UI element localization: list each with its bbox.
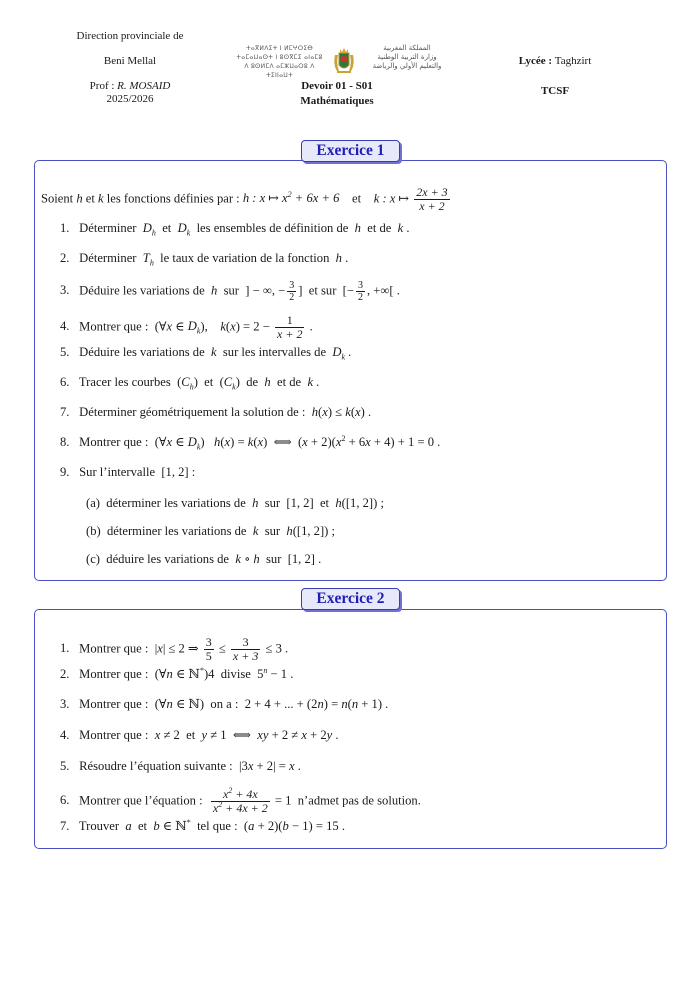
ex1-item-1: 1. Déterminer $D_h$ et $D_k$ les ensembles de définition de h et de k .: [60, 221, 410, 238]
k-numerator: 2x + 3: [416, 185, 448, 199]
exercise-1-title: Exercice 1: [301, 140, 400, 162]
ex2-item-5: 5. Résoudre l’équation suivante : |3x + 2| = x .: [60, 759, 301, 773]
k-denominator: x + 2: [419, 199, 445, 213]
ex1-subitem-c: (c) déduire les variations de k ∘ h sur [1, 2] .: [86, 552, 322, 566]
ex2-item-2: 2. Montrer que : (∀n ∈ ℕ*)4 divise $5^n - 1$ .: [60, 665, 294, 681]
var-k: k: [98, 191, 104, 206]
school-year: 2025/2026: [106, 93, 154, 105]
ex1-subitem-a: (a) déterminer les variations de h sur [1, 2] et h([1, 2]) ;: [86, 496, 384, 510]
arabic-text: [362, 44, 452, 71]
ex1-item-6: 6. Tracer les courbes $(C_h)$ et $(C_k)$ de h et de k .: [60, 375, 320, 392]
intro-text: et: [82, 191, 99, 206]
intro-text: Soient: [41, 191, 77, 206]
tifinagh-line: ⴷ ⵓⵙⵍⵎⴷ ⴰⵎⵣⵡⴰⵔⵓ ⴷ ⵜⵉⵏⵏⴰⵡⵜ: [244, 63, 315, 79]
class-name: TCSF: [540, 85, 570, 97]
k-def: k : x ↦: [373, 191, 413, 206]
exam-subject: Mathématiques: [300, 95, 374, 107]
header-right: [490, 55, 620, 97]
tifinagh-text: [232, 44, 327, 80]
exercise-2-title: Exercice 2: [301, 588, 400, 610]
moroccan-emblem-icon: [331, 45, 357, 75]
prof-label: Prof :: [89, 80, 118, 92]
ex2-item-1: 1. Montrer que : |x| ≤ 2 ⇒ $\frac{3}{5}$ ≤ $\frac{3}{x + 3}$ ≤ 3 .: [60, 635, 289, 663]
intro-text: les fonctions définies par :: [103, 191, 243, 206]
k-fraction: [414, 186, 449, 213]
ex2-item-4: 4. Montrer que : x ≠ 2 et y ≠ 1 ⟺ xy + 2 ≠ x + 2y .: [60, 728, 339, 742]
var-h: h: [76, 191, 83, 206]
ex1-item-3: 3. Déduire les variations de h sur ] − ∞, − $\frac{3}{2}$ ] et sur [− $\frac{3}{2}$ , +∞[ .: [60, 280, 400, 303]
ex2-item-6: 6. Montrer que l’équation : $\frac{x^2 + 4x}{x^2 + 4x + 2}$ = 1 n’admet pas de solution.: [60, 786, 421, 815]
arabic-line: المملكة المغربية: [383, 44, 431, 52]
ex1-subitem-b: (b) déterminer les variations de k sur h([1, 2]) ;: [86, 524, 336, 538]
ex1-item-8: 8. Montrer que : (∀x ∈ $D_k$) h(x) = k(x) ⟺ $(x + 2)(x^2 + 6x + 4) + 1 = 0$ .: [60, 433, 441, 452]
ex1-item-2: 2. Déterminer $T_h$ le taux de variation de la fonction h .: [60, 251, 349, 268]
exercise-1-intro: [41, 186, 452, 213]
h-exp: 2: [287, 190, 292, 200]
h-rest: + 6x + 6: [291, 191, 340, 206]
lycee-name: Taghzirt: [554, 55, 592, 67]
arabic-line: والتعليم الأولي والرياضة: [372, 62, 442, 70]
ex2-item-7: 7. Trouver a et b ∈ ℕ* tel que : (a + 2)(b − 1) = 15 .: [60, 817, 345, 833]
ex2-item-3: 3. Montrer que : (∀n ∈ ℕ) on a : 2 + 4 + ... + (2n) = n(n + 1) .: [60, 697, 389, 711]
city-line: Beni Mellal: [103, 55, 157, 67]
lycee-line: [490, 55, 620, 85]
and-word: et: [352, 191, 362, 206]
h-def: h : x ↦ x: [242, 191, 288, 206]
tifinagh-line: ⵜⴰⴳⵍⴷⵉⵜ ⵏ ⵍⵎⵖⵔⵉⴱ: [245, 45, 314, 52]
ex1-item-5: 5. Déduire les variations de k sur les intervalles de $D_k$ .: [60, 345, 352, 362]
lycee-label: Lycée :: [518, 55, 555, 67]
exam-title: [232, 79, 442, 109]
ex1-item-9: 9. Sur l’intervalle [1, 2] :: [60, 465, 196, 479]
ex1-item-4: 4. Montrer que : (∀x ∈ $D_k$), k(x) = 2 − $\frac{1}{x + 2}$ .: [60, 313, 313, 341]
ex1-item-7: 7. Déterminer géométriquement la solution de : h(x) ≤ k(x) .: [60, 405, 372, 419]
arabic-line: وزارة التربية الوطنية: [377, 53, 437, 61]
exam-title-line1: Devoir 01 - S01: [301, 80, 373, 92]
header-left: [50, 28, 210, 116]
h-definition: [243, 191, 340, 205]
direction-line: Direction provinciale de: [76, 30, 184, 42]
prof-name: R. MOSAID: [117, 80, 171, 92]
tifinagh-line: ⵜⴰⵎⴰⵡⴰⵙⵜ ⵏ ⵓⵙⴳⵎⵉ ⴰⵏⴰⵎⵓ: [236, 54, 323, 61]
